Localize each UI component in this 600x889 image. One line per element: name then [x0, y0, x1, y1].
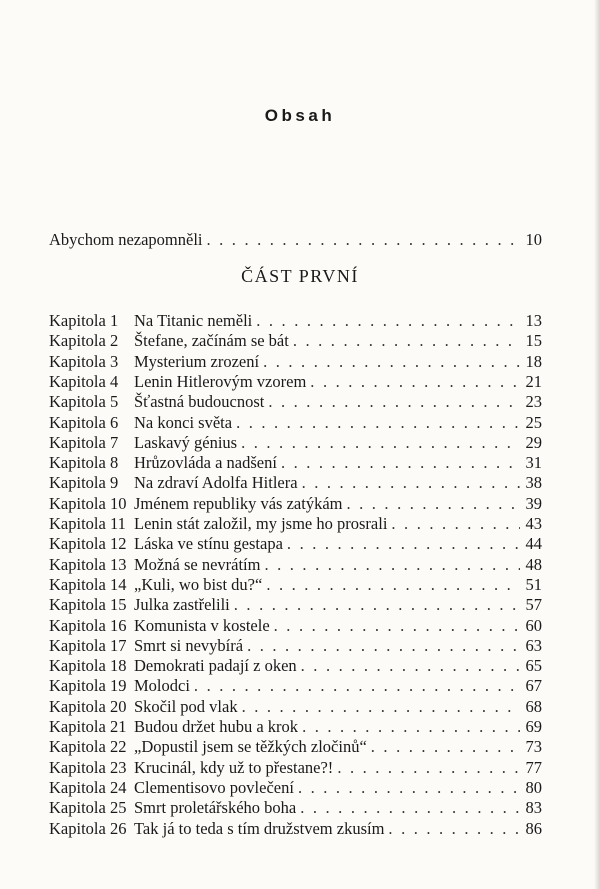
chapter-title: Molodci — [134, 676, 190, 696]
leader-dots — [266, 575, 520, 595]
chapter-title: Clementisovo povlečení — [134, 777, 294, 797]
chapter-entry[interactable] — [49, 555, 542, 575]
chapter-label: Kapitola 24 — [49, 777, 127, 797]
leader-dots — [242, 697, 520, 717]
chapter-label: Kapitola 9 — [49, 473, 119, 493]
chapter-page-number: 25 — [525, 412, 542, 432]
leader-dots — [346, 494, 520, 514]
chapter-title: Štefane, začínám se bát — [134, 331, 289, 351]
leader-dots — [337, 758, 520, 778]
page-title: Obsah — [264, 106, 336, 125]
chapter-title: Laskavý génius — [134, 432, 238, 452]
chapter-page-number: 67 — [525, 676, 542, 696]
leader-dots — [247, 636, 520, 656]
chapter-label: Kapitola 26 — [49, 818, 127, 838]
chapter-entry[interactable] — [49, 676, 542, 696]
chapter-page-number: 21 — [525, 371, 542, 391]
chapter-label: Kapitola 6 — [49, 412, 119, 432]
chapter-page-number: 73 — [525, 737, 542, 757]
chapter-label: Kapitola 5 — [49, 392, 119, 412]
chapter-entry[interactable] — [49, 473, 542, 493]
chapter-title: Demokrati padají z oken — [134, 656, 297, 676]
chapter-label: Kapitola 8 — [49, 453, 119, 473]
chapter-title: Na konci světa — [134, 412, 233, 432]
chapter-entry[interactable] — [49, 433, 542, 453]
chapter-label: Kapitola 13 — [49, 554, 127, 574]
chapter-page-number: 39 — [525, 493, 542, 513]
chapter-page-number: 83 — [525, 798, 542, 818]
entry-title: Abychom nezapomněli — [49, 230, 203, 249]
chapter-entry[interactable] — [49, 575, 542, 595]
chapter-page-number: 31 — [525, 453, 542, 473]
chapter-title: Smrt proletářského boha — [134, 798, 297, 818]
chapter-page-number: 18 — [525, 351, 542, 371]
chapter-entry[interactable] — [49, 372, 542, 392]
leader-dots — [234, 595, 520, 615]
leader-dots — [274, 616, 520, 636]
chapter-label: Kapitola 16 — [49, 615, 127, 635]
leader-dots — [256, 311, 520, 331]
chapter-entry[interactable] — [49, 331, 542, 351]
chapter-page-number: 23 — [525, 392, 542, 412]
section-heading: ČÁST PRVNÍ — [241, 266, 359, 286]
chapter-page-number: 57 — [525, 595, 542, 615]
chapter-title: Budou držet hubu a krok — [134, 717, 299, 736]
leader-dots — [268, 392, 520, 412]
chapter-label: Kapitola 15 — [49, 595, 127, 615]
leader-dots — [263, 352, 520, 372]
chapter-entry[interactable] — [49, 392, 542, 412]
chapter-title: Krucinál, kdy už to přestane?! — [134, 757, 334, 777]
chapter-title: Možná se nevrátím — [134, 554, 261, 574]
leader-dots — [391, 514, 520, 534]
entry-page-number: 10 — [525, 230, 542, 249]
leader-dots — [302, 473, 520, 493]
leader-dots — [302, 717, 520, 737]
chapter-label: Kapitola 12 — [49, 534, 127, 554]
chapter-entry[interactable] — [49, 595, 542, 615]
chapter-page-number: 44 — [525, 534, 542, 554]
chapter-title: Smrt si nevybírá — [134, 635, 244, 655]
chapter-page-number: 38 — [525, 473, 542, 493]
chapter-label: Kapitola 20 — [49, 696, 127, 716]
leader-dots — [281, 453, 520, 473]
chapter-page-number: 13 — [525, 311, 542, 330]
chapter-page-number: 43 — [525, 514, 542, 533]
leader-dots — [293, 331, 520, 351]
chapter-entry[interactable] — [49, 534, 542, 554]
chapter-entry[interactable] — [49, 413, 542, 433]
chapter-entry[interactable] — [49, 758, 542, 778]
chapter-page-number: 80 — [525, 777, 542, 797]
leader-dots — [388, 819, 520, 839]
chapter-entry[interactable] — [49, 494, 542, 514]
chapter-label: Kapitola 1 — [49, 311, 119, 330]
chapter-page-number: 60 — [525, 615, 542, 635]
leader-dots — [264, 555, 520, 575]
chapter-entry[interactable] — [49, 778, 542, 798]
leader-dots — [236, 413, 520, 433]
chapter-entry[interactable] — [49, 514, 542, 534]
chapter-label: Kapitola 11 — [49, 514, 126, 533]
chapter-label: Kapitola 10 — [49, 493, 127, 513]
chapter-label: Kapitola 17 — [49, 635, 127, 655]
chapter-page-number: 15 — [525, 331, 542, 351]
chapter-page-number: 63 — [525, 635, 542, 655]
chapter-page-number: 68 — [525, 696, 542, 716]
chapter-entry[interactable] — [49, 697, 542, 717]
leader-dots — [300, 798, 520, 818]
chapter-label: Kapitola 4 — [49, 371, 119, 391]
chapter-label: Kapitola 7 — [49, 432, 119, 452]
chapter-title: Láska ve stínu gestapa — [134, 534, 283, 554]
leader-dots — [298, 778, 520, 798]
chapter-title: Na Titanic neměli — [134, 311, 253, 330]
chapter-label: Kapitola 25 — [49, 798, 127, 818]
page-edge-shadow — [594, 0, 600, 889]
chapter-title: „Dopustil jsem se těžkých zločinů“ — [134, 737, 367, 757]
chapter-page-number: 69 — [525, 717, 542, 736]
chapter-entry[interactable] — [49, 453, 542, 473]
chapter-label: Kapitola 22 — [49, 737, 127, 757]
chapter-label: Kapitola 21 — [49, 717, 127, 736]
chapter-title: Julka zastřelili — [134, 595, 230, 615]
chapter-title: Komunista v kostele — [134, 615, 270, 635]
chapter-label: Kapitola 2 — [49, 331, 119, 351]
leader-dots — [207, 230, 521, 250]
chapter-label: Kapitola 23 — [49, 757, 127, 777]
chapter-entry[interactable] — [49, 717, 542, 737]
chapter-label: Kapitola 14 — [49, 574, 127, 594]
chapter-page-number: 29 — [525, 432, 542, 452]
chapter-page-number: 48 — [525, 554, 542, 574]
chapter-page-number: 51 — [525, 574, 542, 594]
chapter-entry[interactable] — [49, 737, 542, 757]
leader-dots — [194, 676, 520, 696]
chapter-title: Šťastná budoucnost — [134, 392, 265, 412]
leader-dots — [287, 534, 520, 554]
chapter-page-number: 65 — [525, 656, 542, 676]
chapter-entry[interactable] — [49, 311, 542, 331]
chapter-entry[interactable] — [49, 352, 542, 372]
leader-dots — [301, 656, 520, 676]
chapter-label: Kapitola 19 — [49, 676, 127, 696]
chapter-label: Kapitola 18 — [49, 656, 127, 676]
chapter-title: Tak já to teda s tím družstvem zkusím — [134, 818, 385, 838]
leader-dots — [310, 372, 520, 392]
chapter-label: Kapitola 3 — [49, 351, 119, 371]
chapter-title: Skočil pod vlak — [134, 696, 238, 716]
chapter-title: Lenin Hitlerovým vzorem — [134, 371, 307, 391]
chapter-title: Mysterium zrození — [134, 351, 260, 371]
chapter-entry[interactable] — [49, 656, 542, 676]
leader-dots — [371, 737, 520, 757]
chapter-page-number: 77 — [525, 757, 542, 777]
chapter-entry[interactable] — [49, 819, 542, 839]
chapter-title: Jménem republiky vás zatýkám — [134, 493, 343, 513]
chapter-title: „Kuli, wo bist du?“ — [134, 574, 263, 594]
chapter-entry[interactable] — [49, 616, 542, 636]
toc-intro-entry[interactable] — [49, 230, 542, 250]
chapter-page-number: 86 — [525, 818, 542, 838]
leader-dots — [241, 433, 520, 453]
chapter-entry[interactable] — [49, 798, 542, 818]
chapter-title: Na zdraví Adolfa Hitlera — [134, 473, 298, 493]
chapter-title: Lenin stát založil, my jsme ho prosrali — [134, 514, 388, 533]
chapter-title: Hrůzovláda a nadšení — [134, 453, 277, 473]
chapter-entry[interactable] — [49, 636, 542, 656]
